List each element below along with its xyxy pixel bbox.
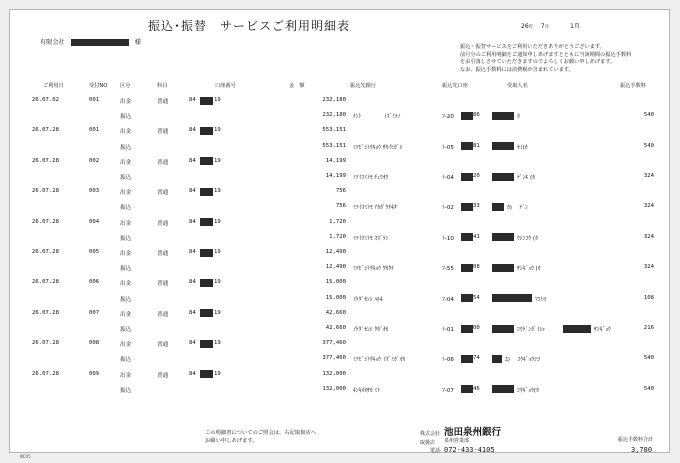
row-subject: 普通 xyxy=(157,372,169,379)
header-date: 26年 7月 1頁 xyxy=(521,23,580,30)
redacted-block xyxy=(492,264,514,272)
row-dest-prefix: ﾄ-05 xyxy=(442,144,454,151)
row-dest-prefix: ﾄ-06 xyxy=(442,357,454,364)
row-fee: 540 xyxy=(643,385,654,392)
row-account-suffix: 19 xyxy=(214,249,221,255)
row-date: 26.07.28 xyxy=(32,218,59,225)
row-date: 26.07.28 xyxy=(32,188,59,195)
row-payee: ｶ) xyxy=(507,205,512,212)
row-amount: 232,180 xyxy=(322,97,346,103)
redacted-block xyxy=(461,173,473,181)
redacted-block xyxy=(200,127,213,135)
row-date: 26.07.28 xyxy=(32,309,59,316)
row-dest-suffix: 54 xyxy=(473,294,480,301)
row-fee: 324 xyxy=(643,233,654,240)
row-category: 出金 xyxy=(120,251,132,257)
redacted-block xyxy=(492,325,514,333)
row-dest-bank: ｷﾝｷｵｵｻｶ ﾐﾄ xyxy=(353,387,380,394)
col-fee: 振込手数料 xyxy=(620,83,646,89)
row-date: 26.07.28 xyxy=(32,127,59,134)
row-dest-bank: ﾐﾂﾋﾞｼﾄｳｷｮｳ ｻｶｲﾋｶﾞｼ xyxy=(353,144,403,151)
row-receipt-no: 001 xyxy=(89,127,100,134)
col-dest-bank: 振込先銀行 xyxy=(350,83,376,89)
branch-label: 取扱店 xyxy=(420,440,436,446)
row-category: 出金 xyxy=(120,311,132,318)
row-account-suffix: 19 xyxy=(214,97,221,103)
branch-phone: 072-433-4105 xyxy=(444,446,495,454)
redacted-block xyxy=(461,385,473,393)
row-payee: ｻﾝｷﾞｮｳ (ｶ xyxy=(517,266,541,273)
row-fee: 540 xyxy=(643,112,654,119)
row-fee: 324 xyxy=(643,173,654,179)
row-account-suffix: 19 xyxy=(214,279,221,286)
row-date: 26.07.28 xyxy=(32,370,59,377)
row-account-prefix: 84 xyxy=(189,279,196,286)
row-account-prefix: 84 xyxy=(189,340,196,347)
row-receipt-no: 004 xyxy=(89,218,100,225)
row-category: 振込 xyxy=(120,296,132,303)
row-receipt-no: 003 xyxy=(89,188,100,195)
row-account-suffix: 19 xyxy=(214,127,221,134)
row-category: 出金 xyxy=(120,220,132,227)
redacted-block xyxy=(461,355,473,363)
row-amount: 12,490 xyxy=(325,264,346,271)
row-category: 振込 xyxy=(120,387,132,394)
row-account-prefix: 84 xyxy=(189,127,196,134)
row-account-prefix: 84 xyxy=(189,370,196,377)
redacted-block xyxy=(200,97,213,105)
row-amount: 132,000 xyxy=(322,370,346,377)
row-fee: 216 xyxy=(643,325,654,331)
redacted-block xyxy=(492,203,504,211)
row-dest-prefix: ﾄ-04 xyxy=(442,175,454,181)
row-dest-suffix: 81 xyxy=(473,142,480,149)
row-amount: 1,720 xyxy=(329,218,346,225)
row-account-prefix: 84 xyxy=(189,309,196,316)
row-receipt-no: 009 xyxy=(89,370,100,377)
row-amount: 377,460 xyxy=(322,340,346,347)
row-category: 出金 xyxy=(120,342,132,349)
row-date: 26.07.28 xyxy=(32,340,59,347)
row-fee: 540 xyxy=(643,142,654,149)
row-fee: 324 xyxy=(643,264,654,271)
row-payee: ｳｼﾝｺｳ (ｶ xyxy=(517,235,538,242)
row-dest-suffix: 08 xyxy=(473,264,480,271)
row-dest-bank: ｲｹﾀﾞｾﾝｼ ﾀｶﾞｵｶ xyxy=(353,327,389,333)
col-date: ご利用日 xyxy=(43,83,64,89)
row-payee: ｾｲ(ｶ xyxy=(517,144,528,151)
col-payee: 受取人名 xyxy=(507,83,528,89)
row-account-suffix: 19 xyxy=(214,188,221,195)
row-receipt-no: 001 xyxy=(89,97,100,103)
row-category: 振込 xyxy=(120,266,132,273)
row-amount: 14,199 xyxy=(325,173,346,179)
row-amount: 232,180 xyxy=(322,112,346,119)
row-payee: ｺｳｹﾞﾝｶﾞｲｼｬ xyxy=(517,327,545,333)
row-category: 振込 xyxy=(120,327,132,333)
row-account-suffix: 19 xyxy=(214,157,221,164)
row-amount: 12,490 xyxy=(325,249,346,255)
branch-name: 泉州営業部 xyxy=(444,438,470,444)
row-dest-prefix: ﾄ-02 xyxy=(442,205,454,212)
redacted-block xyxy=(200,370,213,378)
row-amount: 756 xyxy=(335,203,346,210)
row-category: 振込 xyxy=(120,205,132,212)
row-amount: 132,000 xyxy=(322,385,346,392)
redacted-block xyxy=(461,325,473,333)
row-amount: 14,199 xyxy=(325,157,346,164)
row-subject: 普通 xyxy=(157,159,169,166)
row-amount: 1,720 xyxy=(329,233,346,240)
row-dest-prefix: ﾌ-04 xyxy=(442,296,454,303)
row-subject: 普通 xyxy=(157,281,169,288)
row-account-prefix: 84 xyxy=(189,188,196,195)
row-payee-suffix: ﾃﾞﾝ xyxy=(519,205,528,212)
row-category: 出金 xyxy=(120,190,132,197)
row-category: 出金 xyxy=(120,372,132,379)
redacted-block xyxy=(200,249,213,257)
row-receipt-no: 008 xyxy=(89,340,100,347)
redacted-block xyxy=(492,355,502,363)
row-amount: 377,460 xyxy=(322,355,346,362)
row-subject: 普通 xyxy=(157,311,169,318)
row-account-prefix: 84 xyxy=(189,157,196,164)
row-category: 出金 xyxy=(120,129,132,136)
row-category: 出金 xyxy=(120,159,132,166)
row-dest-prefix: ﾄ-10 xyxy=(442,235,454,242)
notice-text: 振込・振替サービスをご利用いただきありがとうございます。 前月分のご利用明細をご通知申しあげますとともに当該期間の振込手数料 をお引落しさせていただきますのでよろしくお願い申しあげます。 なお、振込手数料には消費税が含まれています。 xyxy=(460,44,632,73)
row-category: 出金 xyxy=(120,99,132,105)
row-date: 26.07.28 xyxy=(32,157,59,164)
row-date: 26.07.28 xyxy=(32,279,59,286)
row-amount: 756 xyxy=(335,188,346,195)
row-subject: 普通 xyxy=(157,220,169,227)
row-account-suffix: 19 xyxy=(214,309,221,316)
col-subject: 科目 xyxy=(157,83,168,89)
row-category: 振込 xyxy=(120,144,132,151)
row-fee: 324 xyxy=(643,203,654,210)
fee-total-value: 3,780 xyxy=(631,446,653,454)
redacted-block xyxy=(492,294,532,302)
bank-name: 株式会社 池田泉州銀行 xyxy=(420,427,502,438)
row-amount: 553,151 xyxy=(322,142,346,149)
redacted-block xyxy=(492,142,514,150)
row-dest-suffix: 46 xyxy=(473,385,480,392)
row-category: 振込 xyxy=(120,175,132,181)
row-subject: 普通 xyxy=(157,99,169,105)
col-category: 区分 xyxy=(120,83,131,89)
row-dest-bank: ﾐﾂｲｽﾐﾄﾓ ｱｶｶﾞｳﾁｷﾀ xyxy=(353,205,397,212)
row-payee: ﾏｺﾄﾛ xyxy=(535,296,547,303)
redacted-block xyxy=(200,279,213,287)
row-amount: 15,000 xyxy=(325,294,346,301)
redacted-block xyxy=(200,188,213,196)
row-amount: 15,000 xyxy=(325,279,346,286)
col-account-no: 口座番号 xyxy=(215,83,236,89)
row-payee-suffix: ｻﾝｷﾞｮｳ xyxy=(594,327,611,333)
row-payee: ﾕ) xyxy=(505,357,510,364)
row-dest-suffix: 20 xyxy=(473,173,480,179)
row-dest-suffix: 74 xyxy=(473,355,480,362)
phone-label: 電話 xyxy=(430,448,441,454)
fee-total-label: 振込手数料合計 xyxy=(618,437,654,443)
redacted-block xyxy=(461,233,473,241)
row-dest-bank: ｲｹﾀﾞｾﾝｼ ﾊﾙｷ xyxy=(353,296,383,303)
row-dest-prefix: ﾌ-07 xyxy=(442,387,454,394)
redacted-block xyxy=(461,264,473,272)
row-dest-bank: ﾐﾂｲｽﾐﾄﾓ ｽｽﾞﾗﾝ xyxy=(353,235,389,242)
redacted-block xyxy=(200,218,213,226)
redacted-block xyxy=(461,294,473,302)
col-receipt-no: 受付NO xyxy=(89,83,108,89)
row-fee: 540 xyxy=(643,355,654,362)
row-category: 振込 xyxy=(120,357,132,364)
redacted-block xyxy=(461,112,473,120)
redacted-block xyxy=(461,142,473,150)
row-payee: ﾃﾞﾝｷ (ｶ xyxy=(517,175,535,181)
row-account-suffix: 19 xyxy=(214,370,221,377)
row-payee-suffix: ｺｳｷﾞｮｳｼﾖ xyxy=(517,357,540,364)
row-account-suffix: 19 xyxy=(214,340,221,347)
row-receipt-no: 005 xyxy=(89,249,100,255)
document-title: 振込･振替 サービスご利用明細表 xyxy=(148,19,351,33)
redacted-block xyxy=(461,203,473,211)
row-amount: 42,660 xyxy=(325,325,346,331)
col-dest-account: 振込先口座 xyxy=(442,83,468,89)
row-account-prefix: 84 xyxy=(189,97,196,103)
row-subject: 普通 xyxy=(157,251,169,257)
customer-name: 有限会社 様 xyxy=(40,39,141,46)
row-category: 振込 xyxy=(120,235,132,242)
redacted-block xyxy=(492,385,514,393)
redacted-name xyxy=(71,39,129,46)
row-dest-suffix: 41 xyxy=(473,233,480,240)
redacted-block xyxy=(200,340,213,348)
row-dest-suffix: 33 xyxy=(473,203,480,210)
row-fee: 108 xyxy=(643,294,654,301)
row-amount: 553,151 xyxy=(322,127,346,134)
row-date: 26.07.02 xyxy=(32,97,59,103)
redacted-block xyxy=(492,173,514,181)
redacted-block xyxy=(563,325,591,333)
row-payee-suffix: ｺｳｷﾞｮｳ(ｶ xyxy=(517,387,539,394)
form-code: ⅢC05 xyxy=(20,454,31,459)
row-payee: ｶ xyxy=(517,114,520,121)
row-account-prefix: 84 xyxy=(189,218,196,225)
redacted-block xyxy=(492,112,514,120)
row-category: 出金 xyxy=(120,281,132,288)
col-amount: 金 額 xyxy=(289,83,305,89)
row-date: 26.07.28 xyxy=(32,249,59,255)
redacted-block xyxy=(200,309,213,317)
footer-note: この明細書についてのご照会は、右記取扱店へ お願い申しあげます。 xyxy=(205,430,317,444)
redacted-block xyxy=(492,233,514,241)
row-receipt-no: 002 xyxy=(89,157,100,164)
row-account-suffix: 19 xyxy=(214,218,221,225)
row-dest-bank: ﾅﾝﾄ ｲｽﾞﾐﾃﾉ xyxy=(353,114,401,121)
statement-page xyxy=(9,9,670,459)
row-dest-suffix: 86 xyxy=(473,112,480,119)
row-account-prefix: 84 xyxy=(189,249,196,255)
row-dest-bank: ﾐﾂﾋﾞｼﾄｳｷｮｳ ﾜｶﾀｹ xyxy=(353,266,394,273)
row-dest-suffix: 00 xyxy=(473,325,480,331)
row-dest-prefix: ﾌ-20 xyxy=(442,114,454,121)
row-dest-prefix: ﾄ-01 xyxy=(442,327,454,333)
row-dest-prefix: ﾌ-55 xyxy=(442,266,454,273)
row-category: 振込 xyxy=(120,114,132,121)
redacted-block xyxy=(200,157,213,165)
row-amount: 42,660 xyxy=(325,309,346,316)
row-subject: 普通 xyxy=(157,129,169,136)
row-receipt-no: 007 xyxy=(89,309,100,316)
row-subject: 普通 xyxy=(157,190,169,197)
row-receipt-no: 006 xyxy=(89,279,100,286)
row-dest-bank: ﾐﾂﾋﾞｼﾄｳｷｮｳ ｲｽﾞﾐｶﾞｵｶ xyxy=(353,357,406,364)
row-subject: 普通 xyxy=(157,342,169,349)
row-dest-bank: ﾐﾂｲｽﾐﾄﾓ ﾁｭｳｵｳ xyxy=(353,175,389,181)
